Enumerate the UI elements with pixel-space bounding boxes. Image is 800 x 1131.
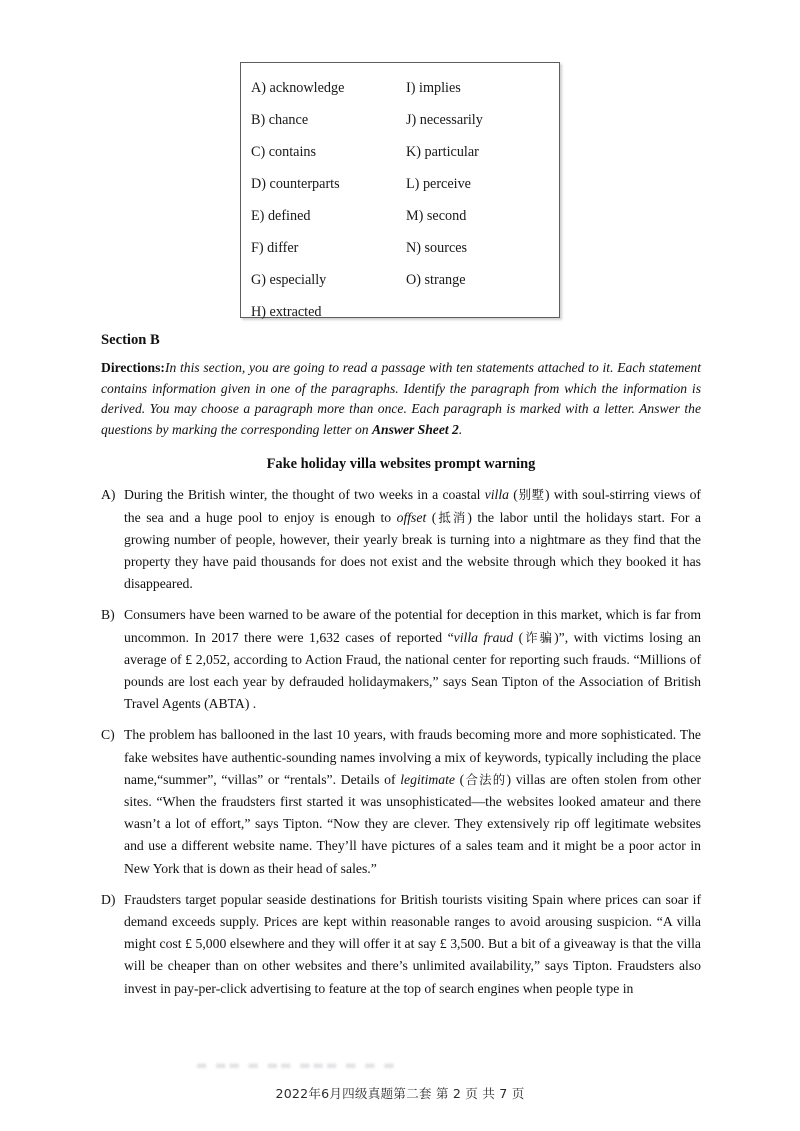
word-bank-option: C) contains — [251, 144, 317, 160]
paragraph-b — [101, 604, 701, 715]
page-watermark: ▬ ▬▬ ▬ ▬▬ ▬▬▬ ▬ ▬ ▬ — [196, 1058, 397, 1072]
word-bank-option: B) chance — [251, 112, 309, 128]
directions-label: Directions: — [101, 360, 165, 375]
word-bank-option: D) counterparts — [251, 176, 340, 192]
paragraph-text: During the British winter, the thought of two weeks in a coastal villa (别墅) with soul-stirring views of the sea and a huge pool to enjoy is enough to offset (抵消) the labor until the holidays start. For a growing number of people, however, their yearly break is turning into a nightmare as they find that the property they have paid thousands for does not exist and the website through which they booked it has disappeared. — [124, 487, 701, 592]
paragraph-c — [101, 724, 701, 879]
answer-sheet-reference: Answer Sheet 2 — [371, 421, 459, 437]
paragraph-text: Fraudsters target popular seaside destinations for British tourists visiting Spain where prices can soar if demand exceeds supply. Prices are kept within reasonable ranges to avoid arousing suspicion. “A villa might cost £ 5,000 elsewhere and they will offer it at say £ 3,500. But a bit of a giveaway is that the villa will be cheaper than on other websites and there’s unlimited availability,” says Tipton. Fraudsters also invest in pay-per-click advertising to feature at the top of search engines when people type in — [124, 891, 701, 996]
paragraph-label: A) — [101, 487, 116, 503]
word-bank-option: H) extracted — [251, 304, 322, 320]
word-bank-option: J) necessarily — [406, 112, 483, 128]
word-bank-option: I) implies — [406, 80, 461, 96]
paragraph-label: B) — [101, 607, 115, 623]
article-body — [101, 484, 701, 999]
paragraph-text: Consumers have been warned to be aware of the potential for deception in this market, which is far from uncommon. In 2017 there were 1,632 cases of reported “villa fraud (诈骗)”, with victims losing an average of £ 2,052, according to Action Fraud, the national center for reporting such frauds. “Millions of pounds are lost each year by defrauded holidaymakers,” says Sean Tipton of the Association of British Travel Agents (ABTA) . — [124, 607, 701, 712]
paragraph-label: D) — [101, 891, 116, 907]
word-bank-option: G) especially — [251, 272, 327, 288]
paragraph-text: The problem has ballooned in the last 10 years, with frauds becoming more and more sophisticated. The fake websites have authentic-sounding names involving a mix of keywords, typically including the place name,“summer”, “villas” or “rentals”. Details of legitimate (合法的) villas are often stolen from other sites. “When the fraudsters first started it was unsophisticated—the websites looked amateur and there wasn’t a lot of effort,” says Tipton. “Now they are clever. They extensively rip off legitimate websites and use a different website name. They’ll have pictures of a sales team and it might be a poor actor in New York that is down as their head of sales.” — [124, 727, 701, 876]
word-bank-option: F) differ — [251, 240, 299, 256]
word-bank-option: M) second — [406, 208, 467, 224]
directions-text: In this section, you are going to read a passage with ten statements attached to it. Each statement contains information given in one of the paragraphs. Identify the paragraph from which the information is derived. You may choose a paragraph more than once. Each paragraph is marked with a letter. Answer the questions by marking the corresponding letter on — [101, 360, 701, 437]
word-bank-option: E) defined — [251, 208, 311, 224]
word-bank-left-column — [251, 72, 344, 328]
article-title: Fake holiday villa websites prompt warning — [266, 456, 536, 473]
paragraph-d — [101, 889, 701, 1000]
word-bank-option: O) strange — [406, 272, 466, 288]
page-footer: 2022年6月四级真题第二套 第 2 页 共 7 页 — [275, 1086, 525, 1101]
word-bank-option: A) acknowledge — [251, 80, 345, 96]
word-bank-option: K) particular — [406, 144, 479, 160]
directions-text-end: . — [458, 421, 463, 437]
word-bank-option: N) sources — [406, 240, 468, 256]
paragraph-a — [101, 484, 701, 595]
directions-paragraph — [101, 358, 701, 440]
section-heading: Section B — [101, 332, 160, 348]
word-bank-option: L) perceive — [406, 176, 471, 192]
content-column — [101, 330, 701, 1009]
word-bank-box — [240, 62, 560, 318]
word-bank-right-column — [406, 72, 483, 296]
paragraph-label: C) — [101, 727, 115, 743]
